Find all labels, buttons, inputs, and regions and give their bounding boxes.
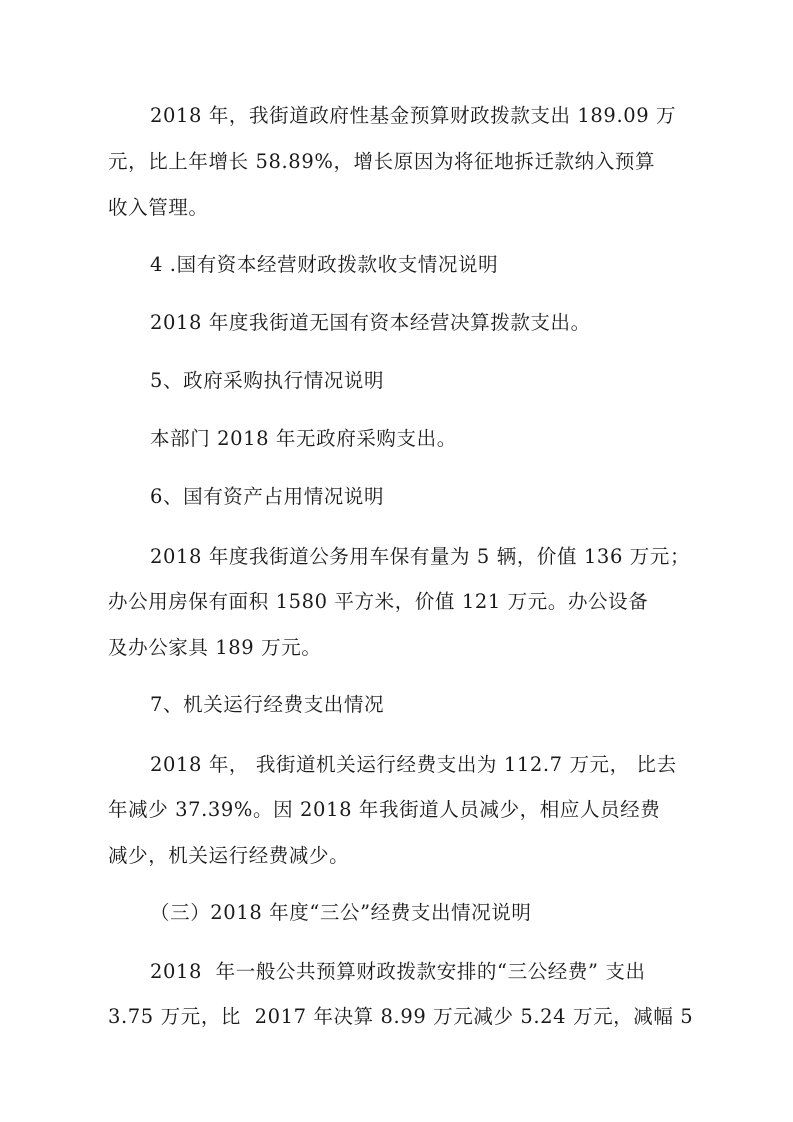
paragraph-3-line-2: 3.75 万元，比 2017 年决算 8.99 万元减少 5.24 万元，减幅 5 bbox=[108, 1005, 694, 1028]
paragraph-1-line-1: 2018 年，我街道政府性基金预算财政拨款支出 189.09 万 bbox=[150, 104, 677, 127]
paragraph-1-line-2: 元，比上年增长 58.89%，增长原因为将征地拆迁款纳入预算 bbox=[108, 150, 656, 173]
paragraph-1-line-3: 收入管理。 bbox=[108, 196, 209, 219]
paragraph-7-line-3: 减少，机关运行经费减少。 bbox=[108, 844, 350, 867]
section-heading-4: 4 .国有资本经营财政拨款收支情况说明 bbox=[150, 253, 499, 276]
paragraph-7-line-2: 年减少 37.39%。因 2018 年我街道人员减少，相应人员经费 bbox=[108, 798, 661, 821]
paragraph-4: 2018 年度我街道无国有资本经营决算拨款支出。 bbox=[150, 311, 591, 334]
section-heading-5: 5、政府采购执行情况说明 bbox=[150, 369, 385, 392]
paragraph-6-line-1: 2018 年度我街道公务用车保有量为 5 辆，价值 136 万元； bbox=[150, 545, 691, 568]
paragraph-6-line-2: 办公用房保有面积 1580 平方米，价值 121 万元。办公设备 bbox=[108, 590, 649, 613]
paragraph-6-line-3: 及办公家具 189 万元。 bbox=[108, 636, 322, 659]
section-heading-7: 7、机关运行经费支出情况 bbox=[150, 693, 385, 716]
paragraph-5: 本部门 2018 年无政府采购支出。 bbox=[150, 427, 457, 450]
section-heading-three-public: （三）2018 年度“三公”经费支出情况说明 bbox=[150, 901, 532, 924]
paragraph-7-line-1: 2018 年， 我街道机关运行经费支出为 112.7 万元， 比去 bbox=[150, 753, 677, 776]
paragraph-3-line-1: 2018 年一般公共预算财政拨款安排的“三公经费” 支出 bbox=[150, 960, 646, 983]
section-heading-6: 6、国有资产占用情况说明 bbox=[150, 485, 385, 508]
